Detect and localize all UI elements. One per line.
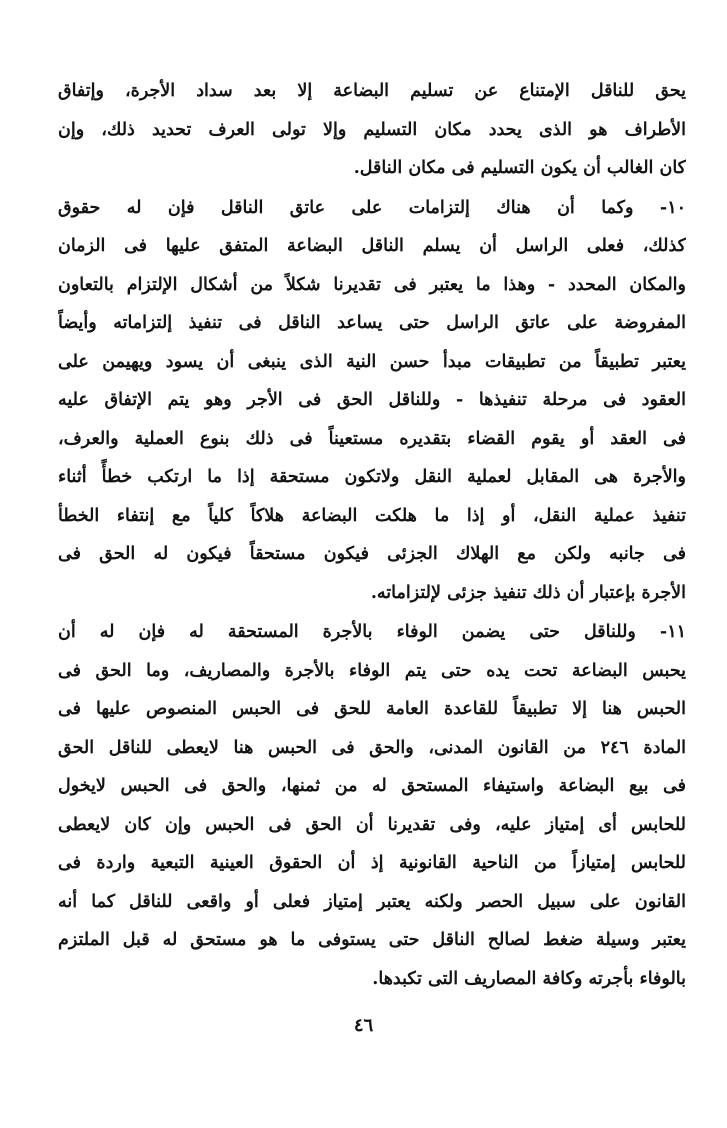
text-line: الحبس هنا إلا تطبيقاً للقاعدة العامة للحق فى الحبس المنصوص عليها فى [58,699,686,719]
text-line: يحق للناقل الإمتناع عن تسليم البضاعة إلا بعد سداد الأجرة، وإتفاق [58,81,686,101]
text-line: المفروضة على عاتق الراسل حتى يساعد الناقل فى تنفيذ إلتزاماته وأيضاً [58,313,686,333]
text-line: ١١- وللناقل حتى يضمن الوفاء بالأجرة المستحقة له فإن له أن [58,622,686,642]
body-text [58,72,686,998]
text-line: فى العقد أو يقوم القضاء بتقديره مستعيناً فى ذلك بنوع العملية والعرف، [58,428,686,449]
text-line: يعتبر وسيلة ضغط لصالح الناقل حتى يستوفى ما هو مستحق له قبل الملتزم [58,930,686,950]
text-line: بالوفاء بأجرته وكافة المصاريف التى تكبدها. [372,968,686,989]
text-line: للحابس أى إمتياز عليه، وفى تقديرنا أن الحق فى الحبس وإن كان لايعطى [58,814,686,835]
text-line: فى جانبه ولكن مع الهلاك الجزئى فيكون مستحقاً فيكون له الحق فى [58,544,686,564]
text-line: فى بيع البضاعة واستيفاء المستحق له من ثمنها، والحق فى الحبس لايخول [58,776,686,796]
text-line: العقود فى مرحلة تنفيذها - وللناقل الحق فى الأجر وهو يتم الإتفاق عليه [58,390,686,410]
text-line: كان الغالب أن يكون التسليم فى مكان الناقل. [353,158,686,178]
text-line: تنفيذ عملية النقل، أو إذا ما هلكت البضاعة هلاكاً كلياً مع إنتفاء الخطأ [58,505,686,526]
text-line: الأجرة بإعتبار أن ذلك تنفيذ جزئى لإلتزاماته. [370,582,686,603]
text-line: القانون على سبيل الحصر ولكنه يعتبر إمتياز فعلى أو واقعى للناقل كما أنه [58,891,686,912]
text-line: للحابس إمتيازاً من الناحية القانونية إذ أن الحقوق العينية التبعية واردة فى [58,853,686,873]
text-line: ١٠- وكما أن هناك إلتزامات على عاتق الناقل فإن له حقوق [58,197,686,218]
paragraph-1 [58,72,686,188]
text-line: المادة ٢٤٦ من القانون المدنى، والحق فى الحبس هنا لايعطى للناقل الحق [58,737,686,758]
text-line: كذلك، فعلى الراسل أن يسلم الناقل البضاعة المتفق عليها فى الزمان [58,236,686,256]
paragraph-3 [58,613,686,998]
paragraph-2 [58,189,686,613]
page-number: ٤٦ [353,1015,374,1036]
text-line: والمكان المحدد - وهذا ما يعتبر فى تقديرنا شكلاً من أشكال الإلتزام بالتعاون [58,274,686,295]
text-line: الأطراف هو الذى يحدد مكان التسليم وإلا تولى العرف تحديد ذلك، وإن [58,119,686,140]
text-line: يحبس البضاعة تحت يده حتى يتم الوفاء بالأجرة والمصاريف، وما الحق فى [58,660,686,681]
text-line: والأجرة هى المقابل لعملية النقل ولاتكون مستحقة إذا ما ارتكب خطأً أثناء [58,467,686,487]
text-line: يعتبر تطبيقاً من تطبيقات مبدأ حسن النية الذى ينبغى أن يسود ويهيمن على [58,351,686,372]
